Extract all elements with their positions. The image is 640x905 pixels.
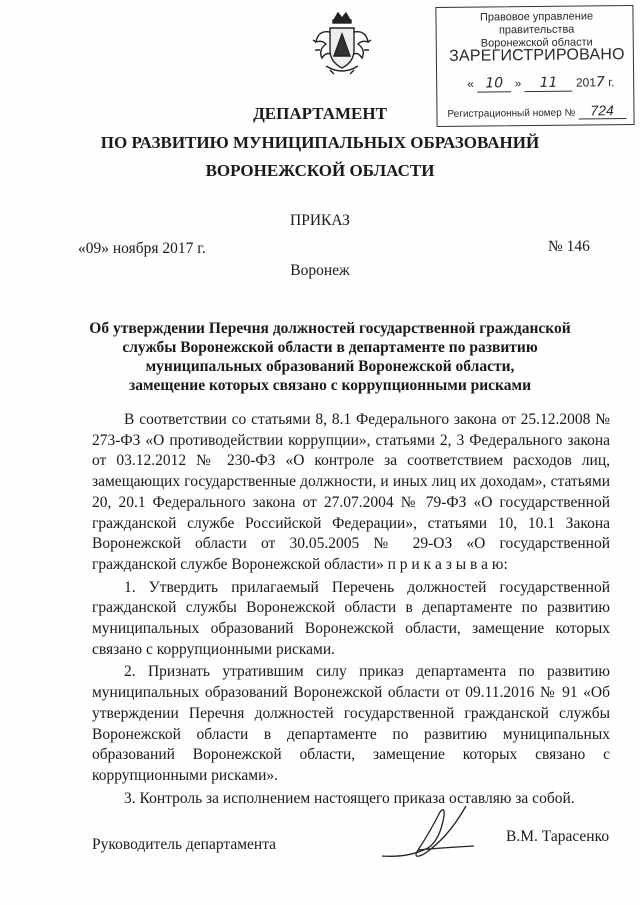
order-kind: ПРИКАЗ <box>290 212 350 229</box>
stamp-reg-number-value: 724 <box>578 102 626 120</box>
item-1-paragraph: 1. Утвердить прилагаемый Перечень должностей государственной гражданской службы Воронежской области в департаменте по развитию муниципальных образований Воронежской области, замещение которых связано с коррупционными рисками. <box>92 578 610 658</box>
stamp-date-month: 11 <box>525 75 573 93</box>
department-heading-line1: ДЕПАРТАМЕНТ <box>253 104 387 123</box>
order-city: Воронеж <box>290 262 350 279</box>
stamp-reg-number-label: Регистрационный номер № <box>447 107 576 120</box>
order-body <box>92 410 610 809</box>
order-title-line1: Об утверждении Перечня должностей государственной гражданской <box>89 320 571 337</box>
department-heading-line3: ВОРОНЕЖСКОЙ ОБЛАСТИ <box>205 161 435 180</box>
stamp-date-year-prefix: 201 <box>575 75 597 90</box>
order-number: № 146 <box>548 238 590 255</box>
order-title-line3: муниципальных образований Воронежской области, <box>145 358 515 375</box>
coat-of-arms-emblem <box>312 10 372 80</box>
order-date: «09» ноября 2017 г. <box>78 240 206 257</box>
order-title <box>60 319 600 395</box>
item-2-paragraph: 2. Признать утратившим силу приказ департамента по развитию муниципальных образований Воронежской области от 09.11.2016 № 91 «Об утверждении Перечня должностей государственной гражданской службы Воронежской области в департаменте по развитию муниципальных образований Воронежской области, замещение которых связано с коррупционными рисками». <box>92 663 610 784</box>
signatory-name: В.М. Тарасенко <box>506 828 610 845</box>
preamble-paragraph: В соответствии со статьями 8, 8.1 Федерального закона от 25.12.2008 № 273-ФЗ «О противодействии коррупции», статьями 2, 3 Федерального закона от 03.12.2012 № 230-ФЗ «О контроле за соответствием расходов лиц, замещающих государственные должности, и иных лиц их доходам», статьями 20, 20.1 Федерального закона от 27.07.2004 № 79-ФЗ «О государственной гражданской службе Российской Федерации», статьями 10, 10.1 Закона Воронежской области от 30.05.2005 № 29-ОЗ «О государственной гражданской службе Воронежской области» п р и к а з ы в а ю: <box>92 411 610 573</box>
signatory-role: Руководитель департамента <box>92 836 277 853</box>
stamp-registered-label: ЗАРЕГИСТРИРОВАНО <box>449 46 625 65</box>
stamp-date-close-quote: » <box>514 76 522 91</box>
order-title-line4: замещение которых связано с коррупционными рисками <box>129 377 531 394</box>
stamp-org-line2: Воронежской области <box>480 36 593 50</box>
stamp-date <box>467 74 614 93</box>
handwritten-signature <box>378 798 478 868</box>
stamp-date-year-hand: 7 <box>595 74 605 91</box>
item-3-paragraph: 3. Контроль за исполнением настоящего приказа оставляю за собой. <box>124 789 575 807</box>
stamp-date-day: 10 <box>477 75 511 92</box>
stamp-org-line1: Правовое управление правительства <box>479 10 594 37</box>
stamp-date-open-quote: « <box>467 76 474 91</box>
stamp-date-suffix: г. <box>608 75 615 90</box>
department-heading-line2: ПО РАЗВИТИЮ МУНИЦИПАЛЬНЫХ ОБРАЗОВАНИЙ <box>100 133 540 152</box>
stamp-organization <box>446 10 626 51</box>
order-title-line2: службы Воронежской области в департаменте по развитию <box>122 339 538 356</box>
